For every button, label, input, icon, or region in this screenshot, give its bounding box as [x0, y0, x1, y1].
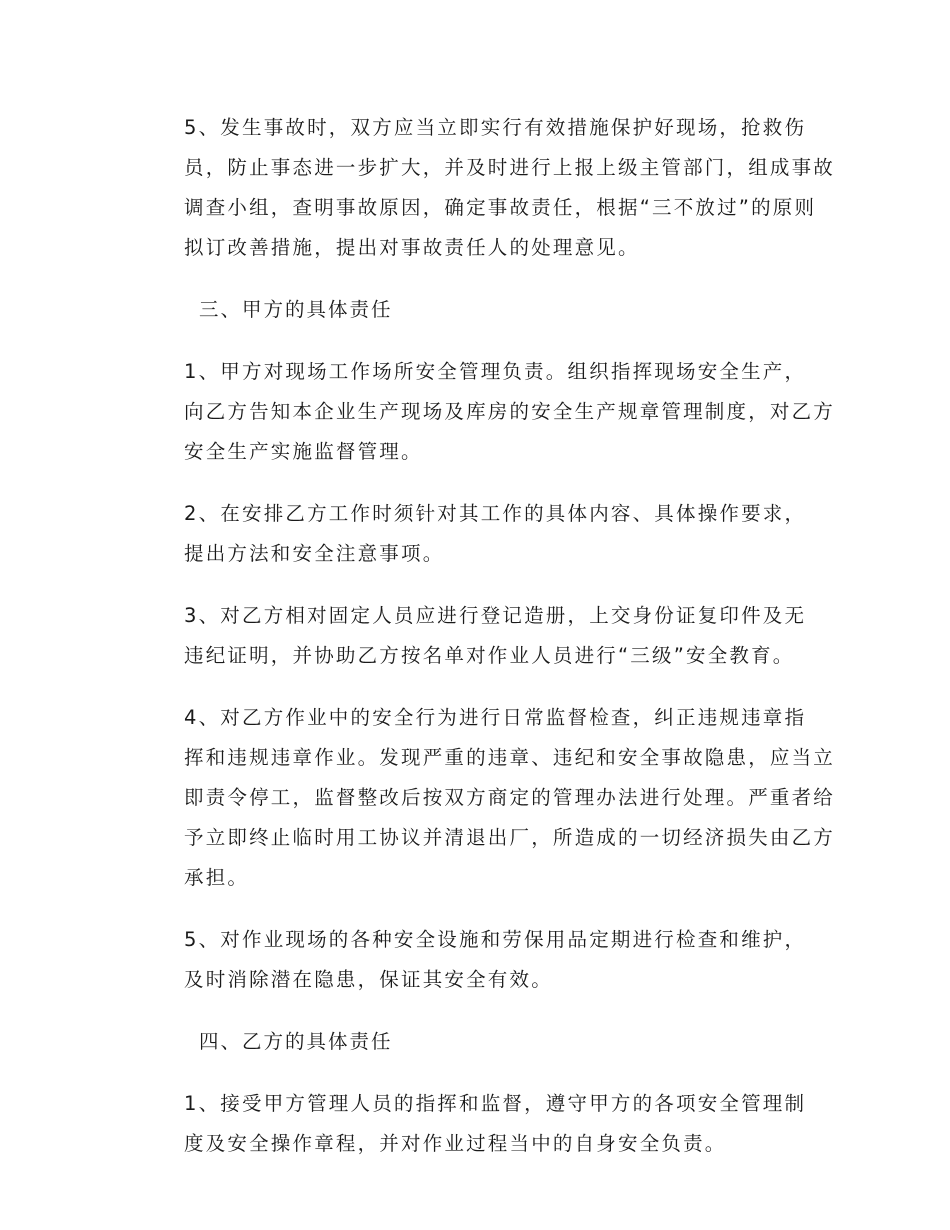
- paragraph-a-item-3: [141, 596, 811, 676]
- text-line: 1、接受甲方管理人员的指挥和监督，遵守甲方的各项安全管理制: [184, 1092, 807, 1115]
- text-line: 2、在安排乙方工作时须针对其工作的具体内容、具体操作要求，: [184, 502, 807, 525]
- paragraph-b-item-1: [141, 1084, 811, 1164]
- text-line: 提出方法和安全注意事项。: [184, 542, 445, 565]
- text-line: 向乙方告知本企业生产现场及库房的安全生产规章管理制度，对乙方: [184, 400, 836, 423]
- text-line: 及时消除潜在隐患，保证其安全有效。: [184, 968, 553, 991]
- text-line: 员，防止事态进一步扩大，并及时进行上报上级主管部门，组成事故: [184, 156, 836, 179]
- text-line: 挥和违规违章作业。发现严重的违章、违纪和安全事故隐患，应当立: [184, 746, 836, 769]
- paragraph-a-item-1: [141, 352, 836, 472]
- text-line: 安全生产实施监督管理。: [184, 440, 423, 463]
- text-line: 拟订改善措施，提出对事故责任人的处理意见。: [184, 236, 640, 259]
- paragraph-accident-handling: [141, 108, 836, 268]
- text-line: 调查小组，查明事故原因，确定事故责任，根据“三不放过”的原则: [184, 196, 817, 219]
- paragraph-a-item-2: [141, 494, 811, 574]
- text-line: 度及安全操作章程，并对作业过程当中的自身安全负责。: [184, 1132, 727, 1155]
- text-line: 4、对乙方作业中的安全行为进行日常监督检查，纠正违规违章指: [184, 706, 807, 729]
- text-line: 承担。: [184, 866, 250, 889]
- document-body: [141, 108, 836, 1186]
- text-line: 予立即终止临时用工协议并清退出厂，所造成的一切经济损失由乙方: [184, 826, 836, 849]
- text-line: 3、对乙方相对固定人员应进行登记造册，上交身份证复印件及无: [184, 604, 807, 627]
- text-line: 1、甲方对现场工作场所安全管理负责。组织指挥现场安全生产，: [184, 360, 807, 383]
- section-heading-party-b: 四、乙方的具体责任: [199, 1030, 393, 1053]
- paragraph-a-item-4: [141, 698, 836, 898]
- section-heading-party-a: 三、甲方的具体责任: [199, 298, 393, 321]
- text-line: 即责令停工，监督整改后按双方商定的管理办法进行处理。严重者给: [184, 786, 836, 809]
- text-line: 5、对作业现场的各种安全设施和劳保用品定期进行检查和维护，: [184, 928, 807, 951]
- text-line: 5、发生事故时，双方应当立即实行有效措施保护好现场，抢救伤: [184, 116, 807, 139]
- paragraph-a-item-5: [141, 920, 811, 1000]
- text-line: 违纪证明，并协助乙方按名单对作业人员进行“三级”安全教育。: [184, 644, 795, 667]
